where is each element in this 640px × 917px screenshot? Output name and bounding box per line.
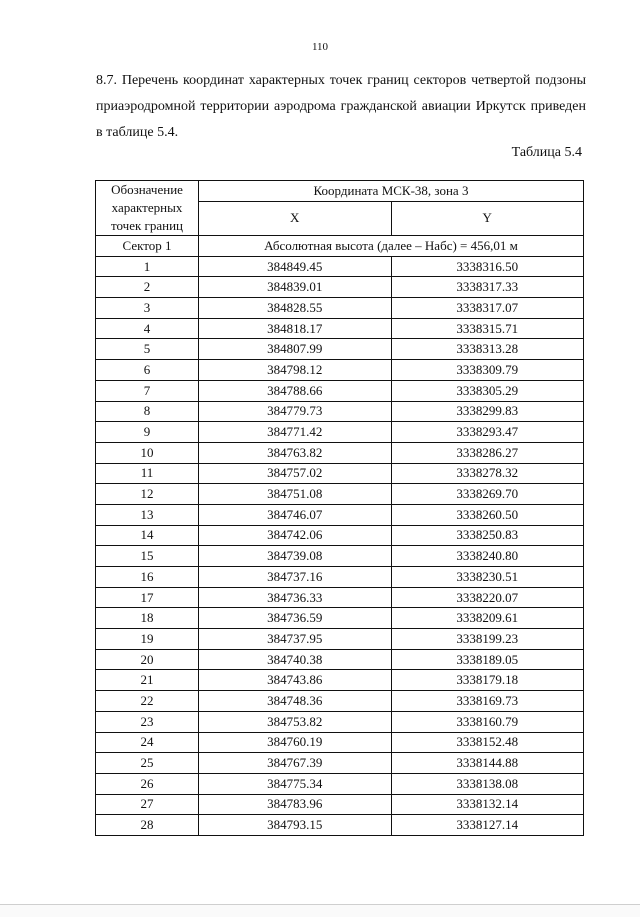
table-row bbox=[96, 691, 584, 712]
y-cell: 3338230.51 bbox=[391, 567, 584, 588]
point-cell: 12 bbox=[96, 484, 199, 505]
table-row bbox=[96, 815, 584, 836]
x-cell: 384849.45 bbox=[199, 256, 392, 277]
point-cell: 9 bbox=[96, 422, 199, 443]
table-row bbox=[96, 649, 584, 670]
table-row bbox=[96, 587, 584, 608]
table-row bbox=[96, 773, 584, 794]
point-cell: 4 bbox=[96, 318, 199, 339]
sector-row bbox=[96, 236, 584, 257]
y-cell: 3338317.07 bbox=[391, 298, 584, 319]
header-designation: Обозначение характерных точек границ bbox=[96, 181, 199, 236]
x-cell: 384763.82 bbox=[199, 442, 392, 463]
altitude-label: Абсолютная высота (далее – Набс) = 456,01 м bbox=[199, 236, 584, 257]
y-cell: 3338160.79 bbox=[391, 711, 584, 732]
x-cell: 384828.55 bbox=[199, 298, 392, 319]
point-cell: 17 bbox=[96, 587, 199, 608]
table-row bbox=[96, 629, 584, 650]
y-cell: 3338189.05 bbox=[391, 649, 584, 670]
x-cell: 384736.33 bbox=[199, 587, 392, 608]
y-cell: 3338286.27 bbox=[391, 442, 584, 463]
point-cell: 27 bbox=[96, 794, 199, 815]
point-cell: 25 bbox=[96, 753, 199, 774]
point-cell: 22 bbox=[96, 691, 199, 712]
y-cell: 3338220.07 bbox=[391, 587, 584, 608]
x-cell: 384798.12 bbox=[199, 360, 392, 381]
header-coord-system: Координата МСК-38, зона 3 bbox=[199, 181, 584, 202]
y-cell: 3338179.18 bbox=[391, 670, 584, 691]
x-cell: 384753.82 bbox=[199, 711, 392, 732]
y-cell: 3338138.08 bbox=[391, 773, 584, 794]
table-row bbox=[96, 670, 584, 691]
x-cell: 384775.34 bbox=[199, 773, 392, 794]
y-cell: 3338127.14 bbox=[391, 815, 584, 836]
table-row bbox=[96, 794, 584, 815]
table-row bbox=[96, 463, 584, 484]
point-cell: 11 bbox=[96, 463, 199, 484]
y-cell: 3338250.83 bbox=[391, 525, 584, 546]
x-cell: 384771.42 bbox=[199, 422, 392, 443]
y-cell: 3338315.71 bbox=[391, 318, 584, 339]
table-row bbox=[96, 753, 584, 774]
y-cell: 3338313.28 bbox=[391, 339, 584, 360]
point-cell: 15 bbox=[96, 546, 199, 567]
y-cell: 3338293.47 bbox=[391, 422, 584, 443]
table-row bbox=[96, 525, 584, 546]
point-cell: 8 bbox=[96, 401, 199, 422]
point-cell: 5 bbox=[96, 339, 199, 360]
point-cell: 16 bbox=[96, 567, 199, 588]
point-cell: 14 bbox=[96, 525, 199, 546]
x-cell: 384760.19 bbox=[199, 732, 392, 753]
y-cell: 3338305.29 bbox=[391, 380, 584, 401]
point-cell: 24 bbox=[96, 732, 199, 753]
table-row bbox=[96, 504, 584, 525]
point-cell: 20 bbox=[96, 649, 199, 670]
y-cell: 3338144.88 bbox=[391, 753, 584, 774]
x-cell: 384736.59 bbox=[199, 608, 392, 629]
x-cell: 384737.95 bbox=[199, 629, 392, 650]
header-row-1 bbox=[96, 181, 584, 202]
table-row bbox=[96, 256, 584, 277]
x-cell: 384748.36 bbox=[199, 691, 392, 712]
y-cell: 3338240.80 bbox=[391, 546, 584, 567]
point-cell: 23 bbox=[96, 711, 199, 732]
intro-paragraph: 8.7. Перечень координат характерных точек границ секторов четвертой подзоны приаэродромной территории аэродрома гражданской авиации Иркутск приведен в таблице 5.4. bbox=[96, 73, 586, 140]
table-row bbox=[96, 401, 584, 422]
y-cell: 3338260.50 bbox=[391, 504, 584, 525]
x-cell: 384767.39 bbox=[199, 753, 392, 774]
x-cell: 384742.06 bbox=[199, 525, 392, 546]
table-row bbox=[96, 608, 584, 629]
y-cell: 3338209.61 bbox=[391, 608, 584, 629]
x-cell: 384746.07 bbox=[199, 504, 392, 525]
coordinates-table bbox=[95, 180, 584, 836]
table-row bbox=[96, 484, 584, 505]
table-row bbox=[96, 442, 584, 463]
sector-label: Сектор 1 bbox=[96, 236, 199, 257]
table-row bbox=[96, 567, 584, 588]
y-cell: 3338299.83 bbox=[391, 401, 584, 422]
point-cell: 18 bbox=[96, 608, 199, 629]
x-cell: 384793.15 bbox=[199, 815, 392, 836]
x-cell: 384783.96 bbox=[199, 794, 392, 815]
y-cell: 3338132.14 bbox=[391, 794, 584, 815]
point-cell: 6 bbox=[96, 360, 199, 381]
x-cell: 384740.38 bbox=[199, 649, 392, 670]
table-row bbox=[96, 277, 584, 298]
y-cell: 3338317.33 bbox=[391, 277, 584, 298]
x-cell: 384788.66 bbox=[199, 380, 392, 401]
y-cell: 3338199.23 bbox=[391, 629, 584, 650]
table-row bbox=[96, 711, 584, 732]
point-cell: 28 bbox=[96, 815, 199, 836]
table-row bbox=[96, 318, 584, 339]
point-cell: 7 bbox=[96, 380, 199, 401]
x-cell: 384757.02 bbox=[199, 463, 392, 484]
x-cell: 384743.86 bbox=[199, 670, 392, 691]
x-cell: 384779.73 bbox=[199, 401, 392, 422]
table-row bbox=[96, 360, 584, 381]
y-cell: 3338169.73 bbox=[391, 691, 584, 712]
coordinates-table-body bbox=[96, 181, 584, 836]
y-cell: 3338269.70 bbox=[391, 484, 584, 505]
y-cell: 3338278.32 bbox=[391, 463, 584, 484]
point-cell: 3 bbox=[96, 298, 199, 319]
header-col-x: X bbox=[199, 201, 392, 235]
page-number: 110 bbox=[311, 41, 329, 53]
point-cell: 1 bbox=[96, 256, 199, 277]
x-cell: 384739.08 bbox=[199, 546, 392, 567]
table-row bbox=[96, 339, 584, 360]
x-cell: 384737.16 bbox=[199, 567, 392, 588]
table-caption: Таблица 5.4 bbox=[511, 145, 582, 160]
y-cell: 3338316.50 bbox=[391, 256, 584, 277]
y-cell: 3338152.48 bbox=[391, 732, 584, 753]
point-cell: 13 bbox=[96, 504, 199, 525]
table-row bbox=[96, 546, 584, 567]
page-bottom-edge bbox=[0, 904, 640, 917]
point-cell: 26 bbox=[96, 773, 199, 794]
point-cell: 21 bbox=[96, 670, 199, 691]
point-cell: 2 bbox=[96, 277, 199, 298]
y-cell: 3338309.79 bbox=[391, 360, 584, 381]
point-cell: 19 bbox=[96, 629, 199, 650]
table-row bbox=[96, 422, 584, 443]
x-cell: 384839.01 bbox=[199, 277, 392, 298]
table-row bbox=[96, 380, 584, 401]
x-cell: 384818.17 bbox=[199, 318, 392, 339]
header-col-y: Y bbox=[391, 201, 584, 235]
table-row bbox=[96, 298, 584, 319]
x-cell: 384807.99 bbox=[199, 339, 392, 360]
point-cell: 10 bbox=[96, 442, 199, 463]
table-row bbox=[96, 732, 584, 753]
x-cell: 384751.08 bbox=[199, 484, 392, 505]
